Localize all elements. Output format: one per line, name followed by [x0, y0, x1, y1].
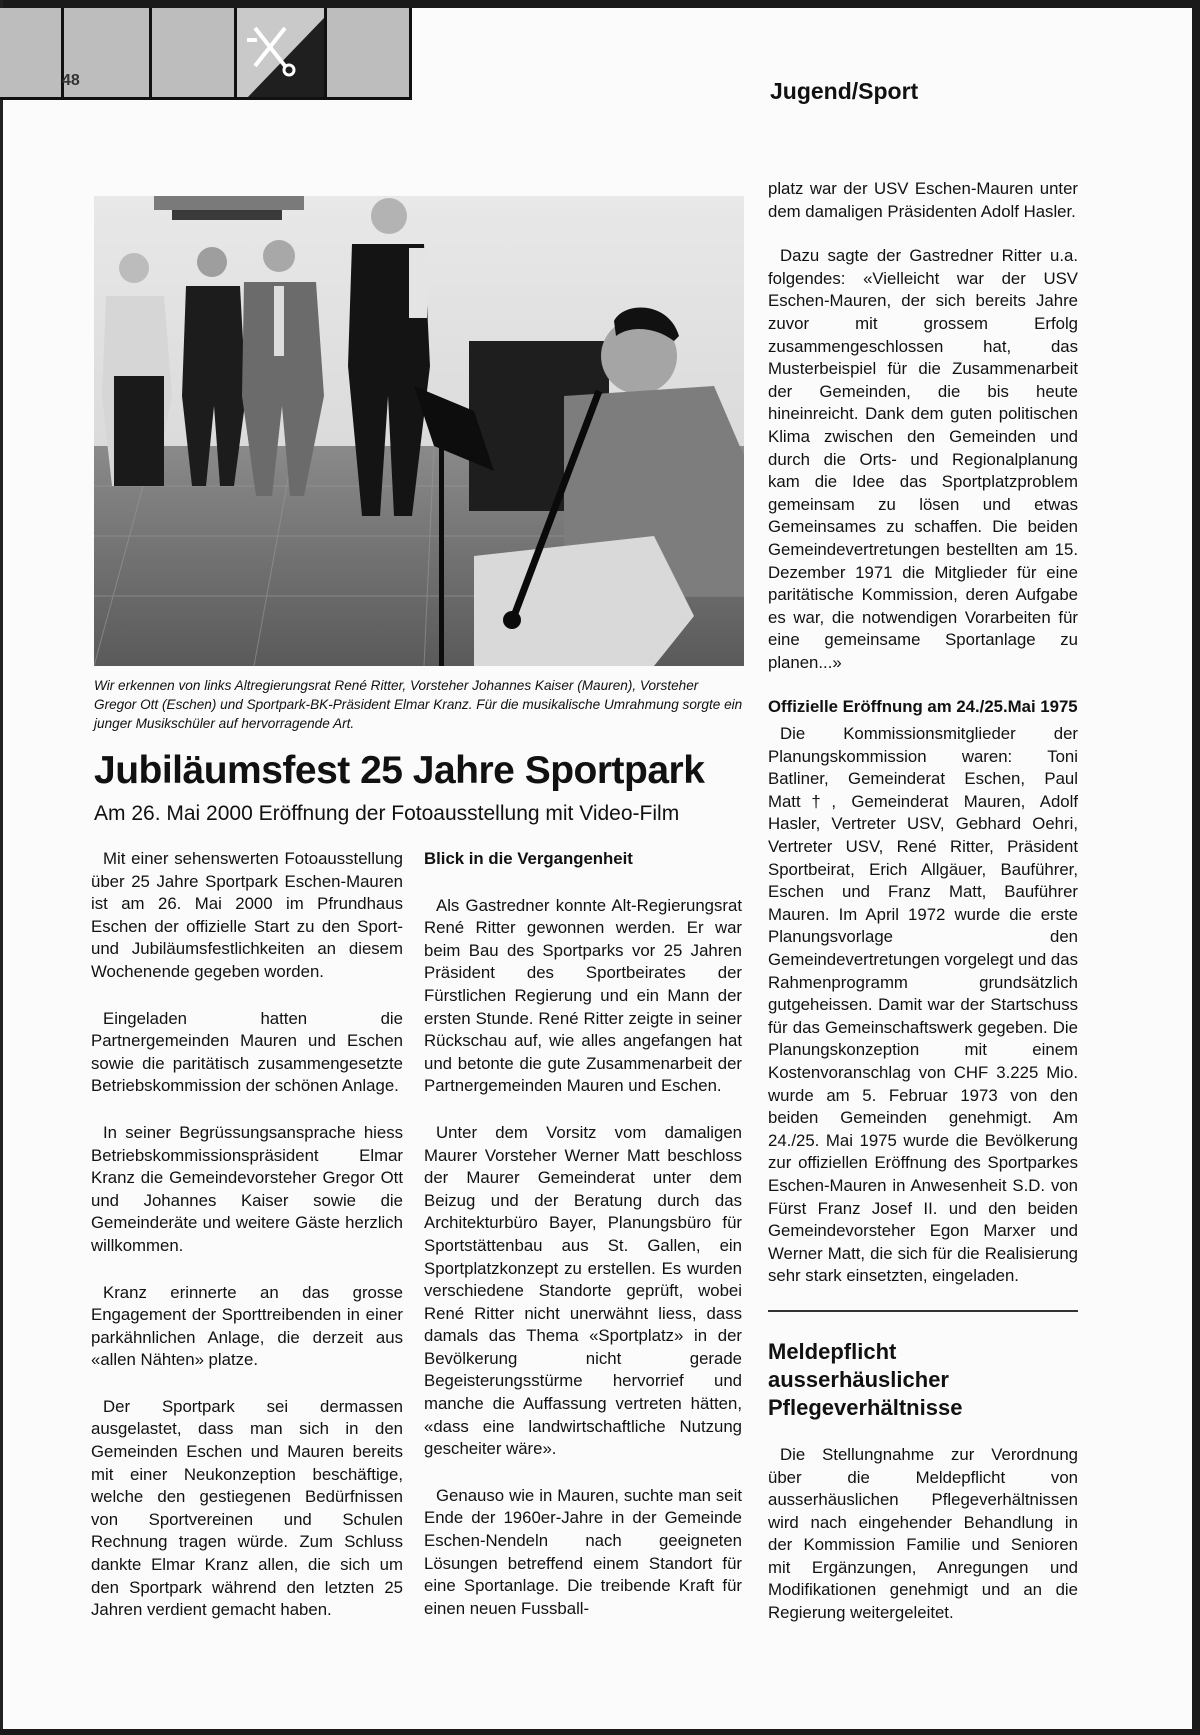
paragraph: Genauso wie in Mauren, suchte man seit Ende der 1960er-Jahre in der Gemeinde Eschen-Nendeln nach geeigneten Lösungen betreffend einem Standort für eine Sportanlage. Die treibende Kraft für einen neuen Fussball-: [424, 1485, 742, 1618]
paragraph: Die Stellungnahme zur Verordnung über die Meldepflicht von ausserhäuslichen Pflegeverhältnissen wird nach eingehender Behandlung in der Kommission Familie und Senioren mit Ergänzungen, Anregungen und Modifikationen genehmigt und an die Regierung weitergeleitet.: [768, 1444, 1078, 1623]
paragraph: In seiner Begrüssungsansprache hiess Betriebskommissionspräsident Elmar Kranz die Gemeindevorsteher Gregor Ott und Johannes Kaiser sowie die Gemeinderäte und weitere Gäste herzlich willkommen.: [91, 1122, 403, 1255]
article-column-1: [91, 848, 403, 1646]
header-block: [327, 8, 412, 98]
paragraph: Kranz erinnerte an das grosse Engagement der Sporttreibenden in einer parkähnlichen Anlage, die derzeit aus «allen Nähten» platze.: [91, 1282, 403, 1370]
section-title: Jugend/Sport: [770, 78, 919, 104]
event-photo: [94, 196, 744, 666]
second-article-title: Meldepflicht ausserhäuslicher Pflegeverhältnisse: [768, 1338, 963, 1420]
coat-of-arms-icon: [237, 8, 324, 98]
coat-of-arms: [237, 8, 327, 98]
paragraph: Als Gastredner konnte Alt-Regierungsrat René Ritter gewonnen werden. Er war beim Bau des Sportparks vor 25 Jahren Präsident des Sportbeirates der Fürstlichen Regierung und ein Mann der ersten Stunde. René Ritter zeigte in seiner Rückschau auf, wie alles angefangen hat und betonte die gute Zusammenarbeit der Partnergemeinden Mauren und Eschen.: [424, 895, 742, 1096]
paragraph: Der Sportpark sei dermassen ausgelastet, dass man sich in den Gemeinden Eschen und Mauren bereits mit einer Neukonzeption beschäftige, welche den gestiegenen Bedürfnissen von Sportvereinen und Schulen Rechnung tragen würde. Zum Schluss dankte Elmar Kranz allen, die sich um den Sportpark während den letzten 25 Jahren verdient gemacht haben.: [91, 1396, 403, 1620]
header-block: [152, 8, 237, 98]
article-subtitle: Am 26. Mai 2000 Eröffnung der Fotoausstellung mit Video-Film: [94, 802, 680, 825]
left-border: [0, 0, 3, 1735]
top-border: [0, 0, 1200, 8]
article-column-3: [768, 178, 1078, 1647]
paragraph: Dazu sagte der Gastredner Ritter u.a. folgendes: «Vielleicht war der USV Eschen-Mauren, der sich bereits Jahre zuvor mit grossem Erfolg zusammengeschlossen hat, das Musterbeispiel für die Zusammenarbeit der Gemeinden, die bis heute hineinreicht. Dank dem guten politischen Klima zwischen den Gemeinden und durch die Orts- und Regionalplanung kam die Idee das Sportplatzproblem gemeinsam zu lösen und etwas Gemeinsames zu schaffen. Die beiden Gemeindevertretungen bestellten am 15. Dezember 1971 die Mitglieder für eine paritätische Kommission, deren Aufgabe es war, die notwendigen Vorarbeiten für eine gemeinsame Sportanlage zu planen...»: [768, 246, 1078, 672]
paragraph: platz war der USV Eschen-Mauren unter dem damaligen Präsidenten Adolf Hasler.: [768, 179, 1078, 221]
paragraph: Unter dem Vorsitz vom damaligen Maurer Vorsteher Werner Matt beschloss der Maurer Gemeinderat unter dem Beizug und der Beratung durch das Architekturbüro Bayer, Planungsbüro für Sportstättenbau aus St. Gallen, ein Sportplatzkonzept zu erstellen. Es wurden verschiedene Standorte geprüft, wobei René Ritter nicht unerwähnt liess, dass damals das Thema «Sportplatz» in der Bevölkerung nicht gerade Begeisterungsstürme hervorrief und manche die Auffassung vertreten hätten, «dass eine landwirtschaftliche Nutzung gescheiter wäre».: [424, 1122, 742, 1459]
article-column-2: [424, 848, 742, 1644]
right-border: [1192, 0, 1200, 1735]
bottom-border: [0, 1729, 1200, 1735]
paragraph: Die Kommissionsmitglieder der Planungskommission waren: Toni Batliner, Gemeinderat Eschen, Paul Matt†, Gemeinderat Mauren, Adolf Hasler, Vertreter USV, Gebhard Oehri, Vertreter USV, René Ritter, Präsident Sportbeirat, Erich Allgäuer, Bauführer, Eschen und Franz Matt, Bauführer Mauren. Im April 1972 wurde die erste Planungsvorlage den Gemeindevertretungen vorgelegt und das Rahmenprogramm grundsätzlich gutgeheissen. Damit war der Startschuss für das Gemeinschaftswerk gegeben. Die Planungskonzeption mit einem Kostenvoranschlag von CHF 3.225 Mio. wurde am 5. Februar 1973 von den beiden Gemeinden genehmigt. Am 24./25. Mai 1975 wurde die Bevölkerung zur offiziellen Eröffnung des Sportparkes Eschen-Mauren in Anwesenheit S.D. von Fürst Franz Josef II. und den beiden Gemeindevorsteher Egon Marxer und Werner Matt, die sich für die Realisierung sehr stark einsetzten, eingeladen.: [768, 724, 1078, 1286]
header-block: [0, 8, 64, 98]
section-heading: Offizielle Eröffnung am 24./25.Mai 1975: [768, 697, 1078, 717]
page-number: 48: [62, 72, 80, 89]
paragraph: Mit einer sehenswerten Fotoausstellung über 25 Jahre Sportpark Eschen-Mauren ist am 26. Mai 2000 im Pfrundhaus Eschen der offizielle Start zu den Sport- und Jubiläumsfestlichkeiten an diesem Wochenende gegeben worden.: [91, 849, 403, 981]
header-rule: [0, 97, 412, 100]
article-title: Jubiläumsfest 25 Jahre Sportpark: [94, 749, 705, 792]
divider: [768, 1310, 1078, 1312]
photo-caption: Wir erkennen von links Altregierungsrat René Ritter, Vorsteher Johannes Kaiser (Mauren), Vorsteher Gregor Ott (Eschen) und Sportpark-BK-Präsident Elmar Kranz. Für die musikalische Umrahmung sorgte ein junger Musikschüler auf hervorragende Art.: [94, 678, 743, 731]
section-heading: Blick in die Vergangenheit: [424, 849, 633, 868]
paragraph: Eingeladen hatten die Partnergemeinden Mauren und Eschen sowie die paritätisch zusammengesetzte Betriebskommission der schönen Anlage.: [91, 1008, 403, 1096]
